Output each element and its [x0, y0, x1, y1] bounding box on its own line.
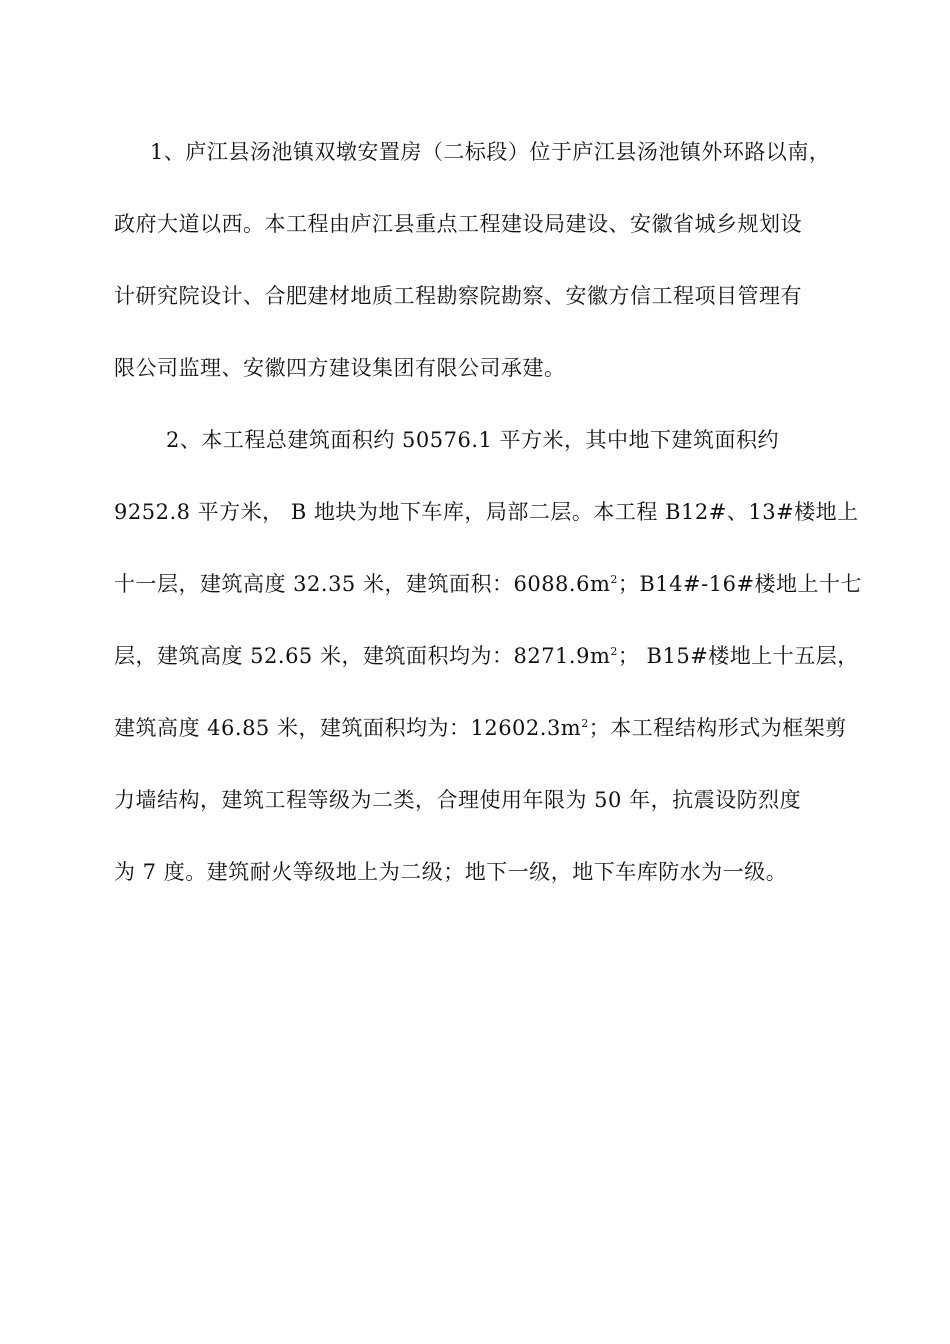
paragraph-1-line-1: 1、庐江县汤池镇双墩安置房（二标段）位于庐江县汤池镇外环路以南，	[150, 140, 831, 164]
paragraph-1-line-2: 政府大道以西。本工程由庐江县重点工程建设局建设、安徽省城乡规划设	[114, 212, 802, 236]
line-text: 建筑高度 46.85 米，建筑面积均为：12602.3m	[114, 716, 582, 740]
superscript-2: 2	[610, 645, 618, 658]
paragraph-2-line-3	[114, 569, 863, 599]
paragraph-2-line-4	[114, 641, 859, 671]
paragraph-2-line-1: 2、本工程总建筑面积约 50576.1 平方米，其中地下建筑面积约	[166, 428, 780, 452]
line-text: 十一层，建筑高度 32.35 米，建筑面积：6088.6m	[114, 572, 611, 596]
paragraph-2-line-5	[114, 713, 847, 743]
line-text: ；本工程结构形式为框架剪	[588, 716, 847, 740]
line-text: ；B14#-16#楼地上十七	[617, 572, 863, 596]
paragraph-2-line-7: 为 7 度。建筑耐火等级地上为二级；地下一级，地下车库防水为一级。	[114, 860, 788, 884]
line-text: 层，建筑高度 52.65 米，建筑面积均为：8271.9m	[114, 644, 611, 668]
superscript-2: 2	[610, 573, 618, 586]
paragraph-2-line-2: 9252.8 平方米， B 地块为地下车库，局部二层。本工程 B12#、13#楼地上	[114, 500, 859, 524]
paragraph-1-line-3: 计研究院设计、合肥建材地质工程勘察院勘察、安徽方信工程项目管理有	[114, 284, 802, 308]
superscript-2: 2	[581, 717, 589, 730]
paragraph-2-line-6: 力墙结构，建筑工程等级为二类，合理使用年限为 50 年，抗震设防烈度	[114, 788, 802, 812]
line-text: ； B15#楼地上十五层，	[617, 644, 859, 668]
paragraph-1-line-4: 限公司监理、安徽四方建设集团有限公司承建。	[114, 356, 566, 380]
